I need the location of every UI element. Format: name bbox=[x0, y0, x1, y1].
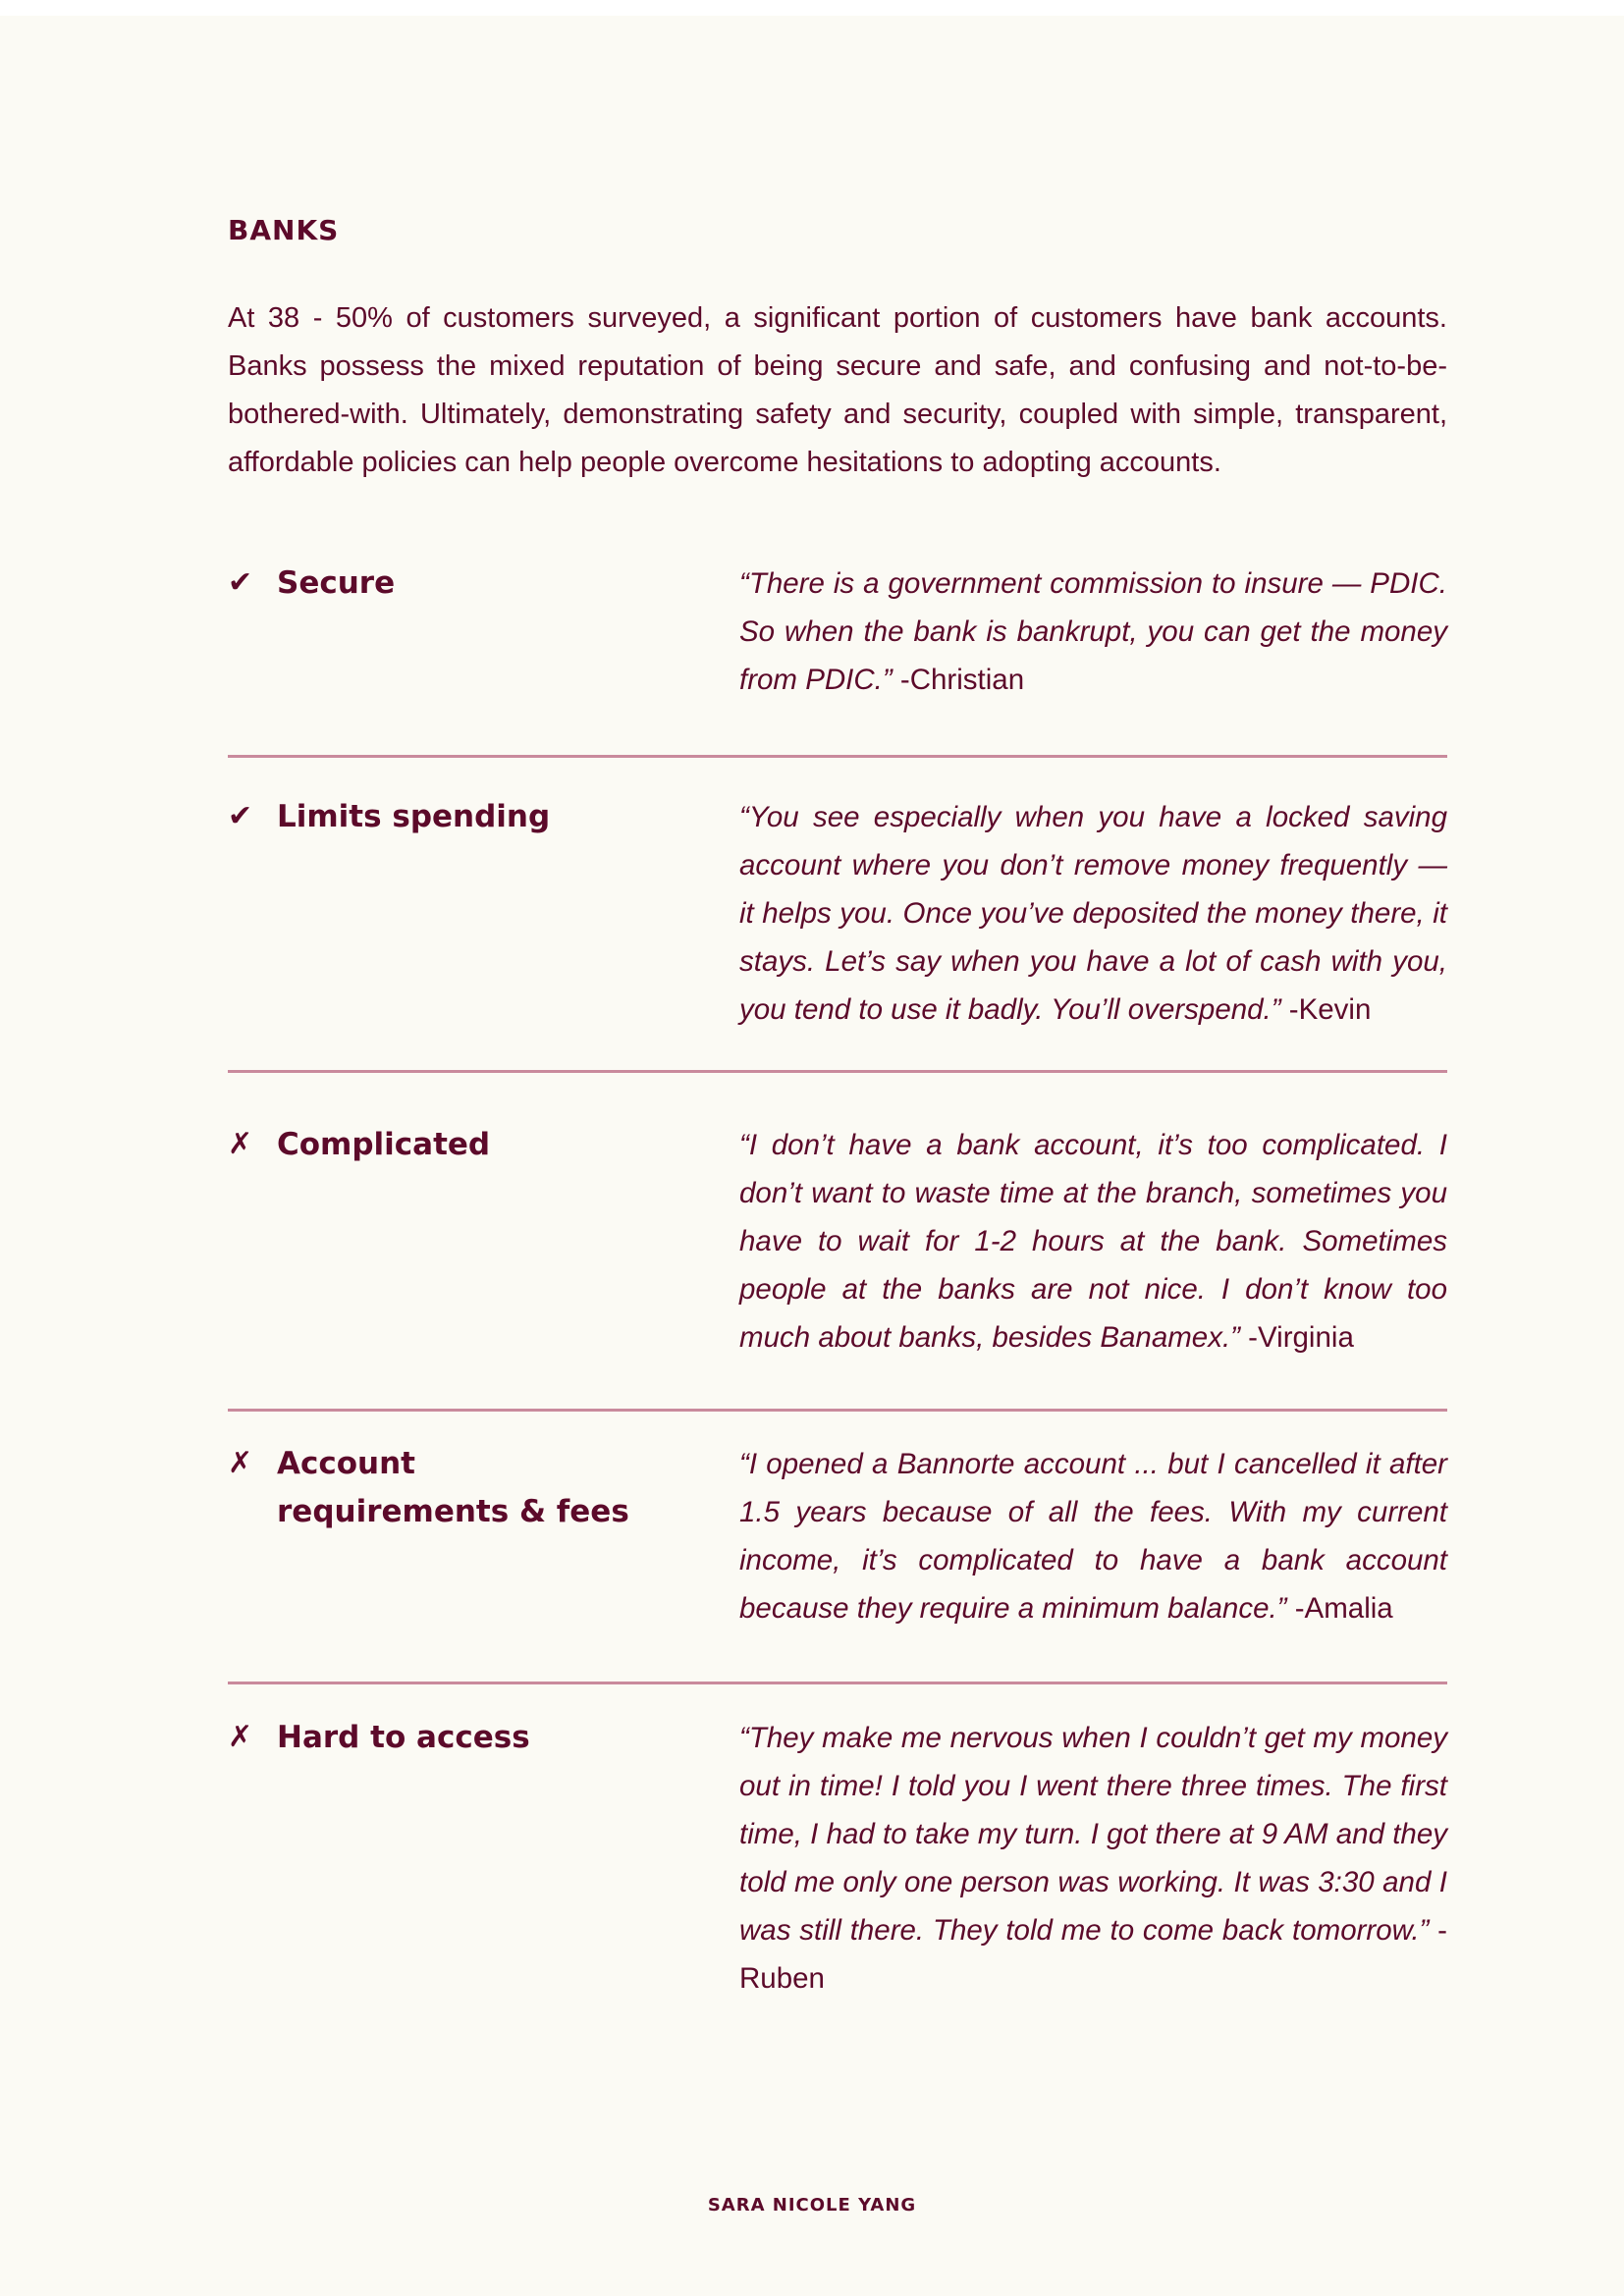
cross-icon: ✗ bbox=[228, 1720, 253, 1754]
page-top-edge bbox=[0, 0, 1624, 16]
quote-text: “They make me nervous when I couldn’t get my money out in time! I told you I went there three times. The first time, I had to take my turn. I got there at 9 AM and they told me only one person was working. It was 3:30 and I was still there. They told me to come back tomorrow.” bbox=[739, 1722, 1447, 1947]
quote-text: “There is a government commission to insure — PDIC. So when the bank is bankrupt, you can get the money from PDIC.” bbox=[739, 567, 1447, 696]
finding-title: Limits spending bbox=[277, 799, 551, 834]
finding-quote bbox=[739, 793, 1447, 1034]
finding-quote bbox=[739, 1121, 1447, 1362]
intro-paragraph: At 38 - 50% of customers surveyed, a significant portion of customers have bank accounts. Banks possess the mixed reputation of being secure and safe, and confusing and not-to-be-bothered-with. Ultimately, demonstrating safety and security, coupled with simple, transparent, affordable policies can help people overcome hesitations to adopting accounts. bbox=[228, 302, 1447, 478]
finding-title: Account requirements & fees bbox=[277, 1446, 629, 1529]
checkmark-icon: ✔ bbox=[228, 799, 253, 833]
cross-icon: ✗ bbox=[228, 1446, 253, 1480]
finding-label bbox=[228, 560, 679, 608]
row-divider bbox=[228, 1682, 1447, 1684]
page-footer-author: SARA NICOLE YANG bbox=[707, 2195, 917, 2216]
quote-author: -Amalia bbox=[1286, 1592, 1393, 1625]
section-heading: BANKS bbox=[228, 214, 340, 246]
finding-title: Secure bbox=[277, 565, 396, 601]
finding-label bbox=[228, 793, 679, 841]
finding-label bbox=[228, 1440, 679, 1536]
row-divider bbox=[228, 1070, 1447, 1073]
checkmark-icon: ✔ bbox=[228, 565, 253, 600]
row-divider bbox=[228, 755, 1447, 758]
quote-author: -Virginia bbox=[1239, 1321, 1354, 1354]
finding-quote bbox=[739, 560, 1447, 704]
finding-label bbox=[228, 1121, 679, 1169]
quote-text: “You see especially when you have a locked saving account where you don’t remove money frequently — it helps you. Once you’ve deposited the money there, it stays. Let’s say when you have a lot of cash with you, you tend to use it badly. You’ll overspend.” bbox=[739, 801, 1447, 1026]
quote-author: -Christian bbox=[892, 664, 1025, 696]
finding-title: Hard to access bbox=[277, 1720, 530, 1755]
finding-label bbox=[228, 1714, 679, 1762]
quote-author: -Ruben bbox=[739, 1914, 1447, 1995]
quote-text: “I don’t have a bank account, it’s too complicated. I don’t want to waste time at the branch, sometimes you have to wait for 1-2 hours at the bank. Sometimes people at the banks are not nice. I don’t know too much about banks, besides Banamex.” bbox=[739, 1129, 1447, 1354]
quote-author: -Kevin bbox=[1280, 993, 1372, 1026]
row-divider bbox=[228, 1409, 1447, 1412]
finding-quote bbox=[739, 1714, 1447, 2002]
quote-text: “I opened a Bannorte account ... but I cancelled it after 1.5 years because of all the fees. With my current income, it’s complicated to have a bank account because they require a minimum balance.” bbox=[739, 1448, 1447, 1625]
cross-icon: ✗ bbox=[228, 1127, 253, 1161]
finding-quote bbox=[739, 1440, 1447, 1632]
finding-title: Complicated bbox=[277, 1127, 491, 1162]
